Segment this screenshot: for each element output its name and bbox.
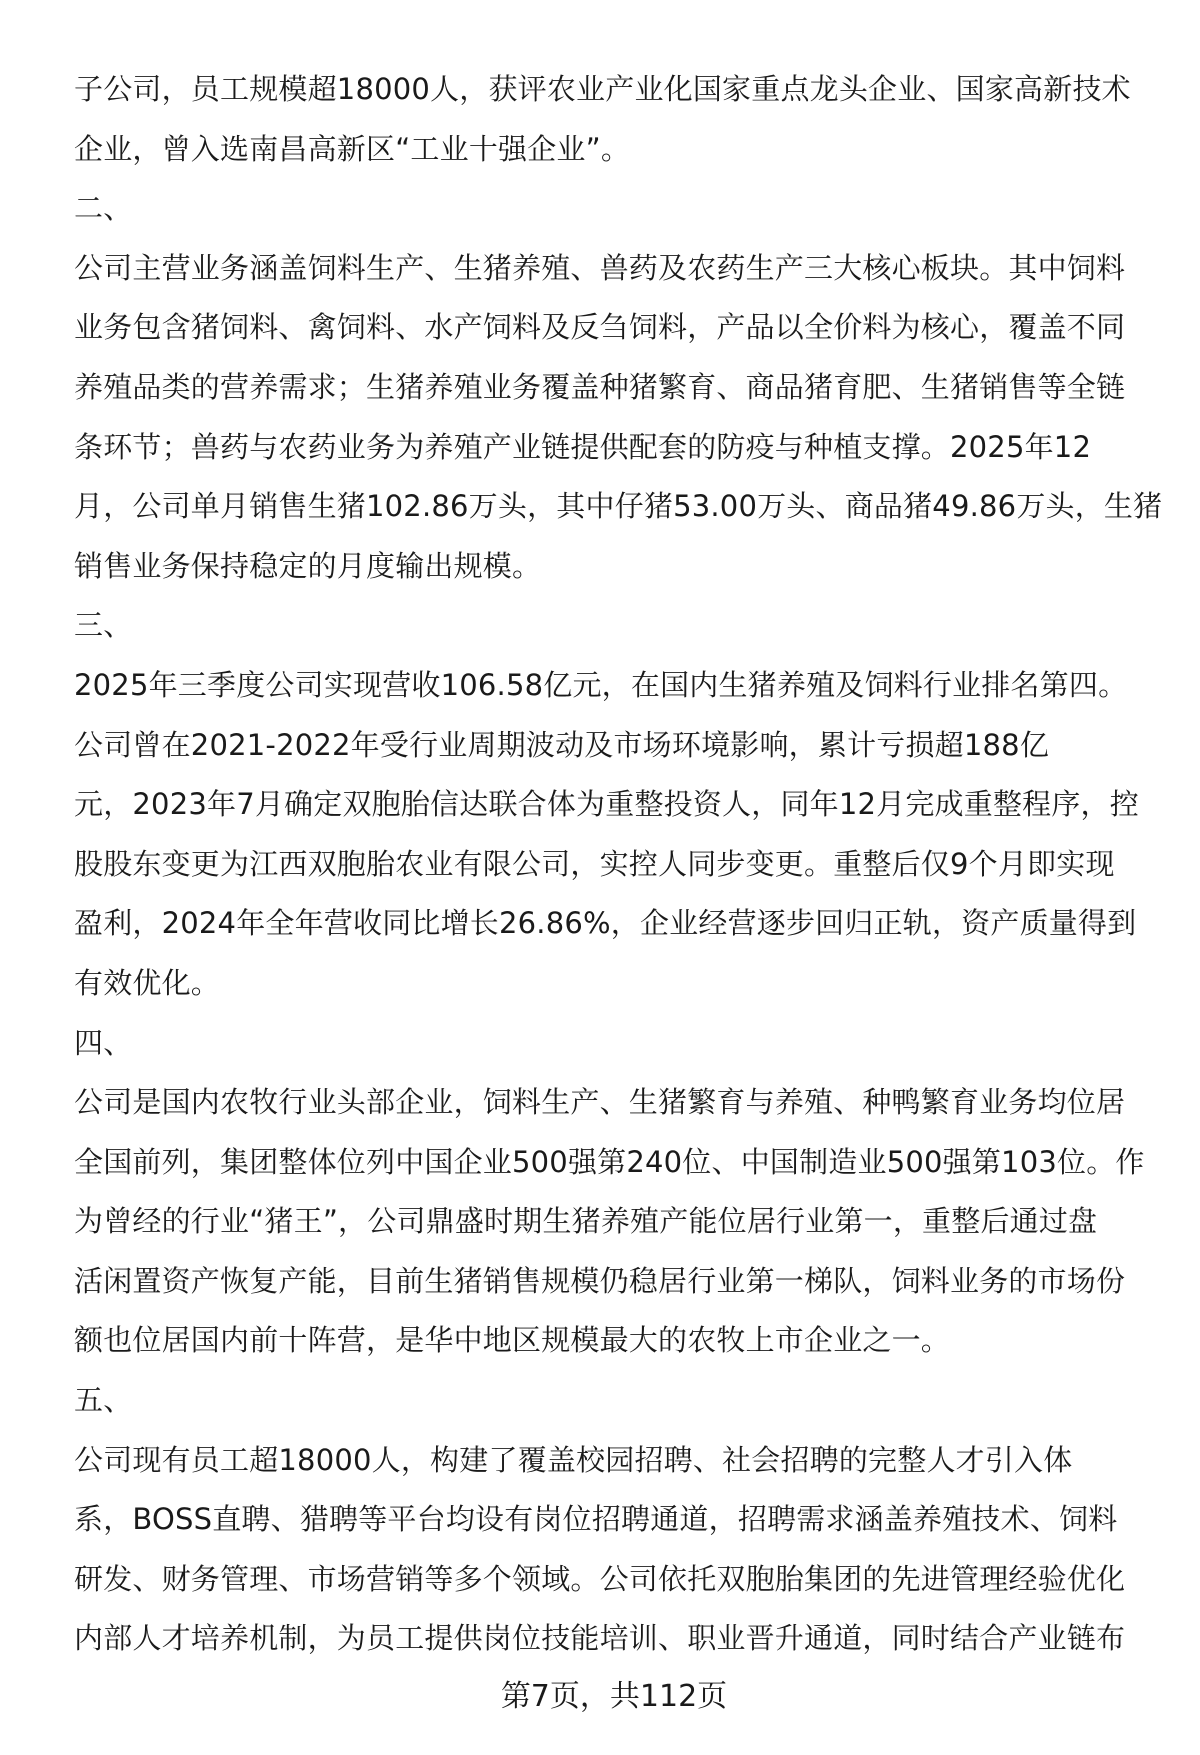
text-line: 2025年三季度公司实现营收106.58亿元，在国内生猪养殖及饲料行业排名第四。 xyxy=(74,667,1128,702)
text-line: 月，公司单月销售生猪102.86万头，其中仔猪53.00万头、商品猪49.86万头，生猪 xyxy=(74,489,1163,524)
document-body xyxy=(74,60,1184,1669)
text-line: 系，BOSS直聘、猎聘等平台均设有岗位招聘通道，招聘需求涵盖养殖技术、饲料 xyxy=(74,1502,1118,1537)
text-line: 公司主营业务涵盖饲料生产、生猪养殖、兽药及农药生产三大核心板块。其中饲料 xyxy=(74,250,1126,285)
text-line: 子公司，员工规模超18000人，获评农业产业化国家重点龙头企业、国家高新技术 xyxy=(74,72,1131,106)
text-line: 销售业务保持稳定的月度输出规模。 xyxy=(74,548,542,583)
text-line: 条环节；兽药与农药业务为养殖产业链提供配套的防疫与种植支撑。2025年12 xyxy=(74,429,1092,464)
text-line: 为曾经的行业“猪王”，公司鼎盛时期生猪养殖产能位居行业第一，重整后通过盘 xyxy=(74,1204,1098,1239)
text-line: 养殖品类的营养需求；生猪养殖业务覆盖种猪繁育、商品猪育肥、生猪销售等全链 xyxy=(74,369,1126,404)
text-line: 元，2023年7月确定双胞胎信达联合体为重整投资人，同年12月完成重整程序，控 xyxy=(74,787,1139,822)
section-heading: 二、 xyxy=(74,191,133,226)
page-footer: 第7页，共112页 xyxy=(500,1679,728,1714)
section-heading: 五、 xyxy=(74,1383,133,1418)
text-line: 内部人才培养机制，为员工提供岗位技能培训、职业晋升通道，同时结合产业链布 xyxy=(74,1621,1126,1656)
text-line: 额也位居国内前十阵营，是华中地区规模最大的农牧上市企业之一。 xyxy=(74,1323,951,1358)
text-line: 活闲置资产恢复产能，目前生猪销售规模仍稳居行业第一梯队，饲料业务的市场份 xyxy=(74,1263,1126,1298)
text-line: 盈利，2024年全年营收同比增长26.86%，企业经营逐步回归正轨，资产质量得到 xyxy=(74,906,1137,941)
section-heading: 三、 xyxy=(74,608,133,643)
text-line: 有效优化。 xyxy=(74,965,221,1000)
text-line: 全国前列，集团整体位列中国企业500强第240位、中国制造业500强第103位。作 xyxy=(74,1144,1145,1179)
text-line: 研发、财务管理、市场营销等多个领域。公司依托双胞胎集团的先进管理经验优化 xyxy=(74,1561,1126,1596)
text-line: 股股东变更为江西双胞胎农业有限公司，实控人同步变更。重整后仅9个月即实现 xyxy=(74,846,1115,881)
text-line: 公司曾在2021-2022年受行业周期波动及市场环境影响，累计亏损超188亿 xyxy=(74,727,1050,762)
section-heading: 四、 xyxy=(74,1025,133,1060)
text-line: 企业，曾入选南昌高新区“工业十强企业”。 xyxy=(74,131,631,166)
text-line: 业务包含猪饲料、禽饲料、水产饲料及反刍饲料，产品以全价料为核心，覆盖不同 xyxy=(74,310,1126,345)
text-line: 公司是国内农牧行业头部企业，饲料生产、生猪繁育与养殖、种鸭繁育业务均位居 xyxy=(74,1085,1126,1120)
text-line: 公司现有员工超18000人，构建了覆盖校园招聘、社会招聘的完整人才引入体 xyxy=(74,1442,1073,1477)
